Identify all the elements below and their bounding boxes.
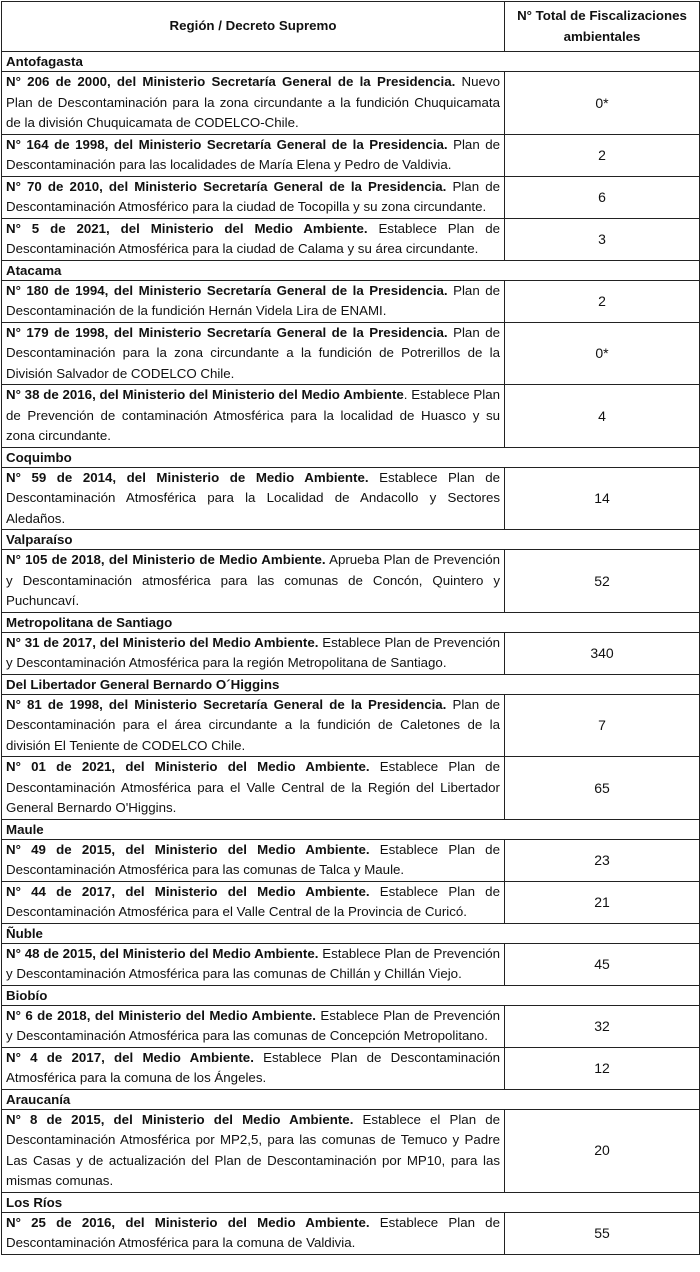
decree-text: Establece Plan de Descontaminación Atmosférica para el Valle Central de la Provincia de Curicó. bbox=[6, 883, 500, 919]
region-name: Araucanía bbox=[2, 1089, 700, 1109]
decree-description bbox=[2, 550, 505, 613]
inspection-count: 32 bbox=[505, 1005, 700, 1047]
decree-reference: N° 48 de 2015, del Ministerio del Medio Ambiente. bbox=[6, 945, 319, 961]
region-name: Maule bbox=[2, 819, 700, 839]
region-row bbox=[2, 530, 700, 550]
region-name: Biobío bbox=[2, 985, 700, 1005]
inspection-count: 12 bbox=[505, 1047, 700, 1089]
region-row bbox=[2, 1089, 700, 1109]
decree-description bbox=[2, 694, 505, 757]
decree-text: Establece Plan de Prevención y Descontaminación Atmosférica para la región Metropolitana de Santiago. bbox=[6, 634, 500, 670]
decree-description bbox=[2, 322, 505, 385]
decree-description bbox=[2, 280, 505, 322]
decree-text: Plan de Descontaminación para el área circundante a la fundición de Caletones de la división El Teniente de CODELCO Chile. bbox=[6, 696, 500, 753]
region-name: Los Ríos bbox=[2, 1192, 700, 1212]
decree-reference: N° 81 de 1998, del Ministerio Secretaría General de la Presidencia. bbox=[6, 696, 447, 712]
decree-description bbox=[2, 943, 505, 985]
decree-description bbox=[2, 1109, 505, 1192]
table-body bbox=[2, 52, 700, 1255]
decree-text: Establece Plan de Descontaminación Atmosférica para la comuna de los Ángeles. bbox=[6, 1049, 500, 1085]
decree-description bbox=[2, 757, 505, 820]
decree-row bbox=[2, 322, 700, 385]
decree-reference: N° 59 de 2014, del Ministerio de Medio Ambiente. bbox=[6, 469, 369, 485]
decree-description bbox=[2, 632, 505, 674]
decree-text: Establece el Plan de Descontaminación Atmosférica por MP2,5, para las comunas de Temuco y Padre Las Casas y de actualización del Plan de Descontaminación por MP10, para las mismas comunas. bbox=[6, 1111, 500, 1188]
inspection-count: 7 bbox=[505, 694, 700, 757]
decree-text: Establece Plan de Descontaminación Atmosférica para la comuna de Valdivia. bbox=[6, 1214, 500, 1250]
inspection-count: 2 bbox=[505, 280, 700, 322]
inspection-count: 2 bbox=[505, 134, 700, 176]
region-name: Del Libertador General Bernardo O´Higgins bbox=[2, 674, 700, 694]
decree-row bbox=[2, 757, 700, 820]
decree-row bbox=[2, 839, 700, 881]
decree-row bbox=[2, 280, 700, 322]
header-decree: Región / Decreto Supremo bbox=[2, 2, 505, 52]
table-header-row bbox=[2, 2, 700, 52]
decree-row bbox=[2, 1212, 700, 1254]
decree-text: Plan de Descontaminación para la zona circundante a la fundición de Potrerillos de la División Salvador de CODELCO Chile. bbox=[6, 324, 500, 381]
decree-description bbox=[2, 839, 505, 881]
region-row bbox=[2, 923, 700, 943]
decree-reference: N° 01 de 2021, del Ministerio del Medio Ambiente. bbox=[6, 759, 370, 774]
region-name: Coquimbo bbox=[2, 447, 700, 467]
decree-row bbox=[2, 881, 700, 923]
decree-description bbox=[2, 881, 505, 923]
decree-row bbox=[2, 134, 700, 176]
decree-row bbox=[2, 176, 700, 218]
region-row bbox=[2, 52, 700, 72]
decree-description bbox=[2, 1047, 505, 1089]
decree-row bbox=[2, 218, 700, 260]
decree-description bbox=[2, 1005, 505, 1047]
decree-reference: N° 164 de 1998, del Ministerio Secretaría General de la Presidencia. bbox=[6, 136, 448, 152]
region-name: Antofagasta bbox=[2, 52, 700, 72]
decree-text: Establece Plan de Prevención y Descontaminación Atmosférica para las comunas de Concepción Metropolitano. bbox=[6, 1007, 500, 1043]
region-row bbox=[2, 260, 700, 280]
region-row bbox=[2, 674, 700, 694]
decree-row bbox=[2, 1005, 700, 1047]
decree-row bbox=[2, 632, 700, 674]
decree-text: Nuevo Plan de Descontaminación para la zona circundante a la fundición Chuquicamata de la división Chuquicamata de CODELCO-Chile. bbox=[6, 74, 500, 130]
region-row bbox=[2, 985, 700, 1005]
inspection-count: 0* bbox=[505, 72, 700, 135]
inspection-count: 340 bbox=[505, 632, 700, 674]
decree-reference: N° 49 de 2015, del Ministerio del Medio Ambiente. bbox=[6, 841, 370, 857]
decree-description bbox=[2, 385, 505, 448]
decree-reference: N° 25 de 2016, del Ministerio del Medio Ambiente. bbox=[6, 1214, 370, 1230]
decrees-table bbox=[1, 1, 700, 1255]
inspection-count: 23 bbox=[505, 839, 700, 881]
decree-text: Aprueba Plan de Prevención y Descontaminación atmosférica para las comunas de Concón, Quintero y Puchuncaví. bbox=[6, 552, 500, 608]
decree-row bbox=[2, 1109, 700, 1192]
decree-description bbox=[2, 218, 505, 260]
inspection-count: 6 bbox=[505, 176, 700, 218]
decree-description bbox=[2, 467, 505, 530]
region-name: Valparaíso bbox=[2, 530, 700, 550]
decree-description bbox=[2, 72, 505, 135]
decree-row bbox=[2, 550, 700, 613]
decree-text: Establece Plan de Descontaminación Atmosférica para la ciudad de Calama y su área circundante. bbox=[6, 220, 500, 256]
decree-description bbox=[2, 1212, 505, 1254]
decree-reference: N° 180 de 1994, del Ministerio Secretaría General de la Presidencia. bbox=[6, 282, 448, 298]
inspection-count: 52 bbox=[505, 550, 700, 613]
decree-row bbox=[2, 1047, 700, 1089]
decree-reference: N° 38 de 2016, del Ministerio del Ministerio del Medio Ambiente bbox=[6, 387, 404, 402]
decree-text: Plan de Descontaminación de la fundición Hernán Videla Lira de ENAMI. bbox=[6, 282, 500, 318]
decree-row bbox=[2, 467, 700, 530]
decree-text: Establece Plan de Descontaminación Atmosférica para las comunas de Talca y Maule. bbox=[6, 841, 500, 877]
decree-text: Establece Plan de Descontaminación Atmosférica para el Valle Central de la Región del Libertador General Bernardo O'Higgins. bbox=[6, 759, 500, 815]
inspection-count: 21 bbox=[505, 881, 700, 923]
decree-text: . Establece Plan de Prevención de contaminación Atmosférica para la localidad de Huasco y su zona circundante. bbox=[6, 387, 500, 443]
decree-row bbox=[2, 72, 700, 135]
decree-text: Establece Plan de Prevención y Descontaminación Atmosférica para las comunas de Chillán y Chillán Viejo. bbox=[6, 945, 500, 981]
region-row bbox=[2, 819, 700, 839]
inspection-count: 55 bbox=[505, 1212, 700, 1254]
inspection-count: 14 bbox=[505, 467, 700, 530]
decree-reference: N° 6 de 2018, del Ministerio del Medio Ambiente. bbox=[6, 1007, 316, 1023]
decree-reference: N° 44 de 2017, del Ministerio del Medio Ambiente. bbox=[6, 883, 370, 899]
decree-reference: N° 179 de 1998, del Ministerio Secretaría General de la Presidencia. bbox=[6, 324, 448, 340]
decree-reference: N° 206 de 2000, del Ministerio Secretaría General de la Presidencia. bbox=[6, 74, 456, 89]
inspection-count: 20 bbox=[505, 1109, 700, 1192]
region-name: Metropolitana de Santiago bbox=[2, 612, 700, 632]
decree-description bbox=[2, 134, 505, 176]
decree-reference: N° 5 de 2021, del Ministerio del Medio Ambiente. bbox=[6, 220, 368, 236]
region-row bbox=[2, 612, 700, 632]
decree-reference: N° 4 de 2017, del Medio Ambiente. bbox=[6, 1049, 254, 1065]
region-row bbox=[2, 447, 700, 467]
decree-text: Plan de Descontaminación para las localidades de María Elena y Pedro de Valdivia. bbox=[6, 136, 500, 172]
region-name: Atacama bbox=[2, 260, 700, 280]
decree-text: Establece Plan de Descontaminación Atmosférica para la Localidad de Andacollo y Sectores Aledaños. bbox=[6, 469, 500, 526]
region-name: Ñuble bbox=[2, 923, 700, 943]
decree-description bbox=[2, 176, 505, 218]
inspection-count: 3 bbox=[505, 218, 700, 260]
inspection-count: 45 bbox=[505, 943, 700, 985]
decree-reference: N° 70 de 2010, del Ministerio Secretaría General de la Presidencia. bbox=[6, 178, 447, 194]
decree-row bbox=[2, 943, 700, 985]
decree-reference: N° 31 de 2017, del Ministerio del Medio Ambiente. bbox=[6, 634, 319, 650]
decree-reference: N° 8 de 2015, del Ministerio del Medio Ambiente. bbox=[6, 1111, 354, 1127]
inspection-count: 4 bbox=[505, 385, 700, 448]
region-row bbox=[2, 1192, 700, 1212]
inspection-count: 65 bbox=[505, 757, 700, 820]
decree-text: Plan de Descontaminación Atmosférico para la ciudad de Tocopilla y su zona circundante. bbox=[6, 178, 500, 214]
decree-row bbox=[2, 694, 700, 757]
decree-reference: N° 105 de 2018, del Ministerio de Medio Ambiente. bbox=[6, 552, 326, 567]
header-count: N° Total de Fiscalizaciones ambientales bbox=[505, 2, 700, 52]
decree-row bbox=[2, 385, 700, 448]
inspection-count: 0* bbox=[505, 322, 700, 385]
